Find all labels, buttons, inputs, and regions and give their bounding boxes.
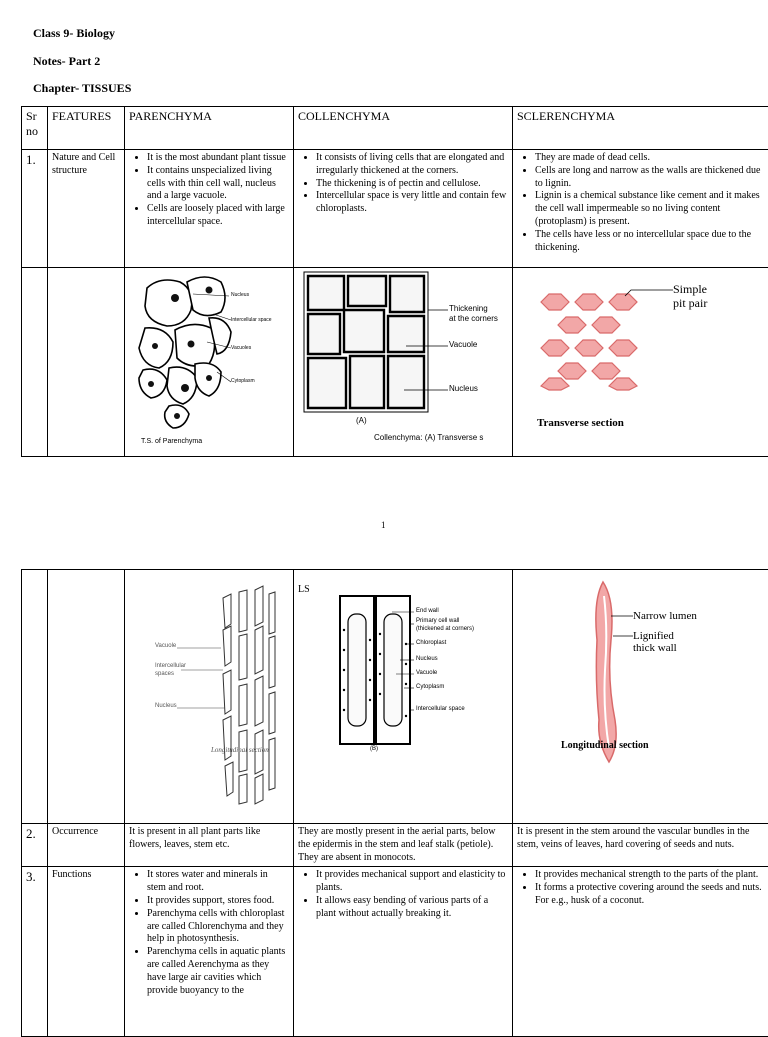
figure-letter-b: (B) bbox=[370, 746, 378, 754]
row3-sclerenchyma bbox=[513, 867, 768, 1037]
label-intercellular: Intercellular bbox=[155, 663, 186, 671]
sclerenchyma-ts-caption: Transverse section bbox=[537, 416, 624, 430]
class-title: Class 9- Biology bbox=[33, 26, 115, 41]
list-item: • Intercellular space is very little and contain few chloroplasts. bbox=[316, 190, 508, 216]
empty-cell bbox=[48, 268, 125, 457]
label-thickening: Thickening bbox=[449, 304, 488, 314]
collenchyma-ts-caption: Collenchyma: (A) Transverse s bbox=[374, 433, 483, 443]
label-vacuole: Vacuole bbox=[449, 340, 477, 350]
list-item: • Parenchyma cells with chloroplast are called Chlorenchyma and they help in photosynthesis. bbox=[147, 908, 289, 946]
notes-title: Notes- Part 2 bbox=[33, 54, 100, 69]
empty-cell bbox=[22, 268, 48, 457]
list-item: • Parenchyma cells in aquatic plants are called Aerenchyma as they have large air cavities which provide buoyancy to the bbox=[147, 946, 289, 997]
label-chloroplast: Chloroplast bbox=[416, 640, 446, 648]
page-number: 1 bbox=[381, 520, 386, 530]
label-pit-pair: pit pair bbox=[673, 296, 707, 311]
row1-parenchyma bbox=[125, 150, 294, 268]
col-header-parenchyma: PARENCHYMA bbox=[125, 107, 294, 150]
collenchyma-ls-diagram bbox=[294, 570, 513, 824]
list-item: • Cells are loosely placed with large intercellular space. bbox=[147, 203, 289, 229]
list-item: • It provides mechanical support and elasticity to plants. bbox=[316, 869, 508, 895]
row3-collenchyma bbox=[294, 867, 513, 1037]
parenchyma-ls-diagram bbox=[125, 570, 294, 824]
parenchyma-ts-caption: T.S. of Parenchyma bbox=[141, 438, 202, 447]
row2-collenchyma: They are mostly present in the aerial parts, below the epidermis in the stem and leaf stalk (petiole). They are absent in monocots. bbox=[294, 824, 513, 867]
parenchyma-ts-diagram bbox=[125, 268, 294, 457]
tissues-table-part2 bbox=[21, 569, 768, 1037]
label-primary-cell-wall: Primary cell wall bbox=[416, 618, 459, 626]
list-item: • It consists of living cells that are elongated and irregularly thickened at the corners. bbox=[316, 152, 508, 178]
label-cytoplasm: Cytoplasm bbox=[416, 684, 444, 692]
col-header-sclerenchyma: SCLERENCHYMA bbox=[513, 107, 768, 150]
label-thickened-at-corners: (thickened at corners) bbox=[416, 626, 474, 634]
list-item: • It allows easy bending of various parts of a plant without actually breaking it. bbox=[316, 895, 508, 921]
list-item: • It provides mechanical strength to the parts of the plant. bbox=[535, 869, 768, 882]
row1-collenchyma bbox=[294, 150, 513, 268]
label-thick-wall: thick wall bbox=[633, 641, 677, 655]
list-item: • It stores water and minerals in stem and root. bbox=[147, 869, 289, 895]
label-vacuoles: Vacuoles bbox=[231, 345, 251, 351]
collenchyma-ts-figure bbox=[294, 268, 513, 457]
row2-sclerenchyma: It is present in the stem around the vascular bundles in the stem, veins of leaves, hard covering of seeds and nuts. bbox=[513, 824, 768, 867]
sclerenchyma-ls-figure bbox=[513, 570, 768, 824]
list-item: • The thickening is of pectin and cellulose. bbox=[316, 178, 508, 191]
row3-parenchyma bbox=[125, 867, 294, 1037]
row1-srno: 1. bbox=[22, 150, 48, 268]
parenchyma-ls-caption: Longitudinal section bbox=[211, 746, 269, 755]
row2-feature: Occurrence bbox=[48, 824, 125, 867]
tissues-table-part1 bbox=[21, 106, 768, 457]
row2-srno: 2. bbox=[22, 824, 48, 867]
row3-srno: 3. bbox=[22, 867, 48, 1037]
list-item: • Lignin is a chemical substance like cement and it makes the cell wall impermeable so no living content (protoplasm) is present. bbox=[535, 190, 768, 228]
label-intercellular-space: Intercellular space bbox=[231, 317, 272, 323]
label-nucleus: Nucleus bbox=[416, 656, 438, 664]
label-end-wall: End wall bbox=[416, 608, 439, 616]
list-item: • They are made of dead cells. bbox=[535, 152, 768, 165]
label-intercellular-space: Intercellular space bbox=[416, 706, 465, 714]
list-item: • It is the most abundant plant tissue bbox=[147, 152, 289, 165]
label-vacuole: Vacuole bbox=[155, 643, 176, 651]
parenchyma-ls-figure bbox=[125, 570, 294, 824]
empty-cell bbox=[22, 570, 48, 824]
row3-feature: Functions bbox=[48, 867, 125, 1037]
parenchyma-ts-figure bbox=[125, 268, 294, 457]
collenchyma-ls-figure bbox=[294, 570, 513, 824]
label-nucleus: Nucleus bbox=[155, 703, 177, 711]
list-item: • The cells have less or no intercellular space due to the thickening. bbox=[535, 229, 768, 255]
col-header-collenchyma: COLLENCHYMA bbox=[294, 107, 513, 150]
figure-letter-a: (A) bbox=[356, 416, 367, 426]
label-lignified: Lignified bbox=[633, 629, 674, 643]
label-spaces: spaces bbox=[155, 671, 174, 679]
list-item: • It forms a protective covering around the seeds and nuts. For e.g., husk of a coconut. bbox=[535, 882, 768, 908]
list-item: • It provides support, stores food. bbox=[147, 895, 289, 908]
label-simple: Simple bbox=[673, 282, 707, 297]
label-at-the-corners: at the corners bbox=[449, 314, 498, 324]
list-item: • Cells are long and narrow as the walls are thickened due to lignin. bbox=[535, 165, 768, 191]
label-nucleus: Nucleus bbox=[449, 384, 478, 394]
sclerenchyma-ls-caption: Longitudinal section bbox=[561, 740, 649, 753]
collenchyma-ls-label: LS bbox=[298, 584, 310, 597]
row2-parenchyma: It is present in all plant parts like flowers, leaves, stem etc. bbox=[125, 824, 294, 867]
row1-feature: Nature and Cell structure bbox=[48, 150, 125, 268]
collenchyma-ts-diagram bbox=[294, 268, 513, 457]
label-narrow-lumen: Narrow lumen bbox=[633, 609, 697, 623]
list-item: • It contains unspecialized living cells with thin cell wall, nucleus and a large vacuole. bbox=[147, 165, 289, 203]
chapter-title: Chapter- TISSUES bbox=[33, 81, 131, 96]
col-header-features: FEATURES bbox=[48, 107, 125, 150]
label-vacuole: Vacuole bbox=[416, 670, 437, 678]
label-cytoplasm: Cytoplasm bbox=[231, 378, 255, 384]
row1-sclerenchyma bbox=[513, 150, 768, 268]
empty-cell bbox=[48, 570, 125, 824]
sclerenchyma-ts-figure bbox=[513, 268, 768, 457]
col-header-srno: Sr no bbox=[22, 107, 48, 150]
label-nucleus: Nucleus bbox=[231, 292, 249, 298]
